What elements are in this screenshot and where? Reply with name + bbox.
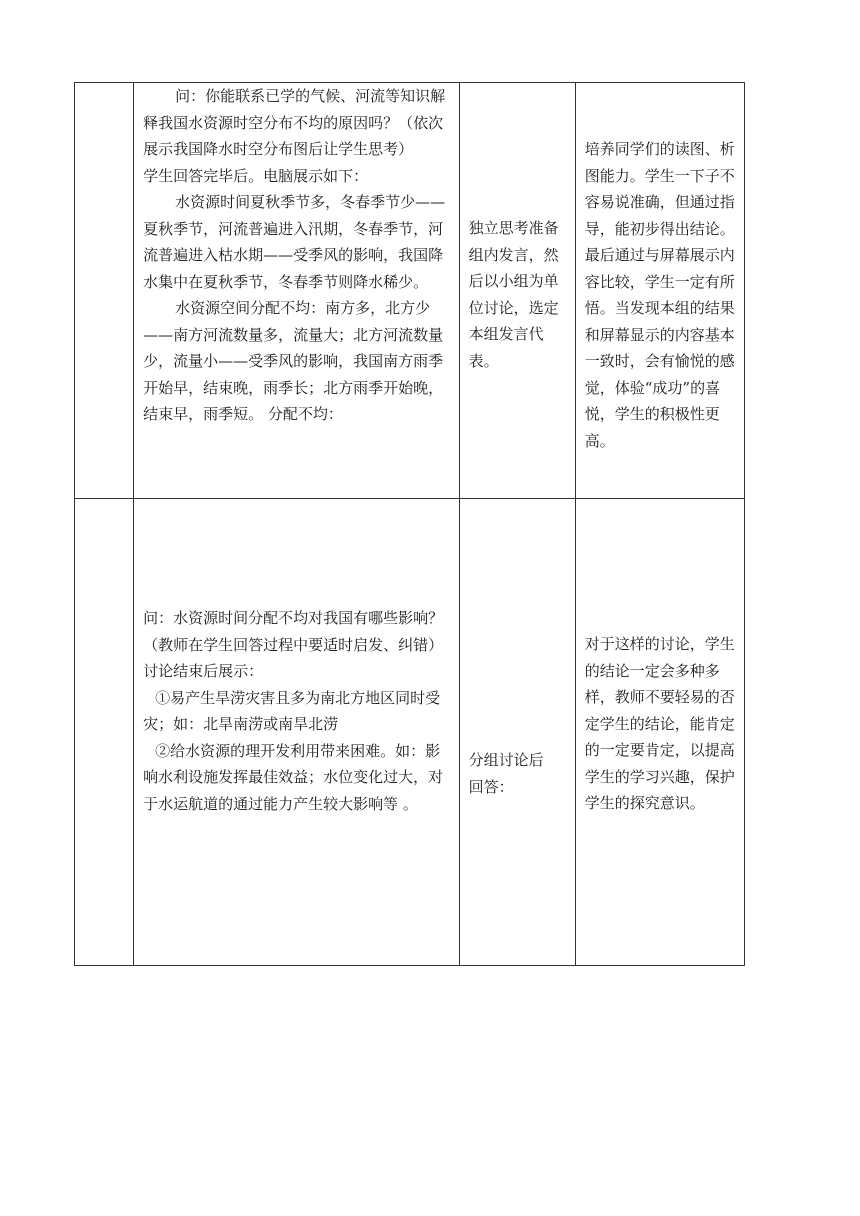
student-activity-text: 独立思考准备组内发言，然后以小组为单位讨论，选定本组发言代表。 <box>468 219 559 370</box>
impact-point-1: ①易产生旱涝灾害且多为南北方地区同时受灾；如：北旱南涝或南旱北涝 <box>143 688 441 733</box>
stage-cell <box>75 499 134 966</box>
table-row <box>75 83 745 499</box>
design-intent-cell <box>575 83 744 499</box>
design-intent-text: 培养同学们的读图、析图能力。学生一下子不容易说准确，但通过指导，能初步得出结论。最后通过与屏幕展示内容比较，学生一定有所悟。当发现本组的结果和屏幕显示的内容基本一致时，会有愉悦的感觉，体验“成功”的喜悦，学生的积极性更高。 <box>584 140 735 450</box>
after-answer-text: 学生回答完毕后。电脑展示如下： <box>143 166 369 185</box>
content-cell <box>134 499 459 966</box>
lesson-plan-table <box>74 82 745 966</box>
student-activity-cell <box>459 83 575 499</box>
question-text: 问：水资源时间分配不均对我国有哪些影响？ <box>143 609 444 627</box>
student-activity-text: 分组讨论后回答： <box>468 751 544 796</box>
time-distribution-text: 水资源时间夏秋季节多，冬春季节少——夏秋季节，河流普遍进入汛期，冬春季节，河流普遍进入枯水期——受季风的影响，我国降水集中在夏秋季节，冬春季节则降水稀少。 <box>143 193 446 291</box>
stage-cell <box>75 83 134 499</box>
teacher-note-text: （教师在学生回答过程中要适时启发、纠错）讨论结束后展示： <box>143 635 444 680</box>
content-cell <box>134 83 459 499</box>
design-intent-text: 对于这样的讨论，学生的结论一定会多种多样，教师不要轻易的否定学生的结论，能肯定的一定要肯定，以提高学生的学习兴趣，保护学生的探究意识。 <box>584 635 735 812</box>
space-distribution-text: 水资源空间分配不均：南方多，北方少——南方河流数量多，流量大；北方河流数量少，流量小——受季风的影响，我国南方雨季开始早，结束晚，雨季长；北方雨季开始晚，结束早，雨季短。 分配不均： <box>143 299 444 423</box>
design-intent-cell <box>575 499 744 966</box>
table-row <box>75 499 745 966</box>
question-text: 问：你能联系已学的气候、河流等知识解释我国水资源时空分布不均的原因吗？（依次展示我国降水时空分布图后让学生思考） <box>143 87 446 158</box>
student-activity-cell <box>459 499 575 966</box>
impact-point-2: ②给水资源的理开发利用带来困难。如：影响水利设施发挥最佳效益；水位变化过大，对于水运航道的通过能力产生较大影响等 。 <box>143 741 444 813</box>
